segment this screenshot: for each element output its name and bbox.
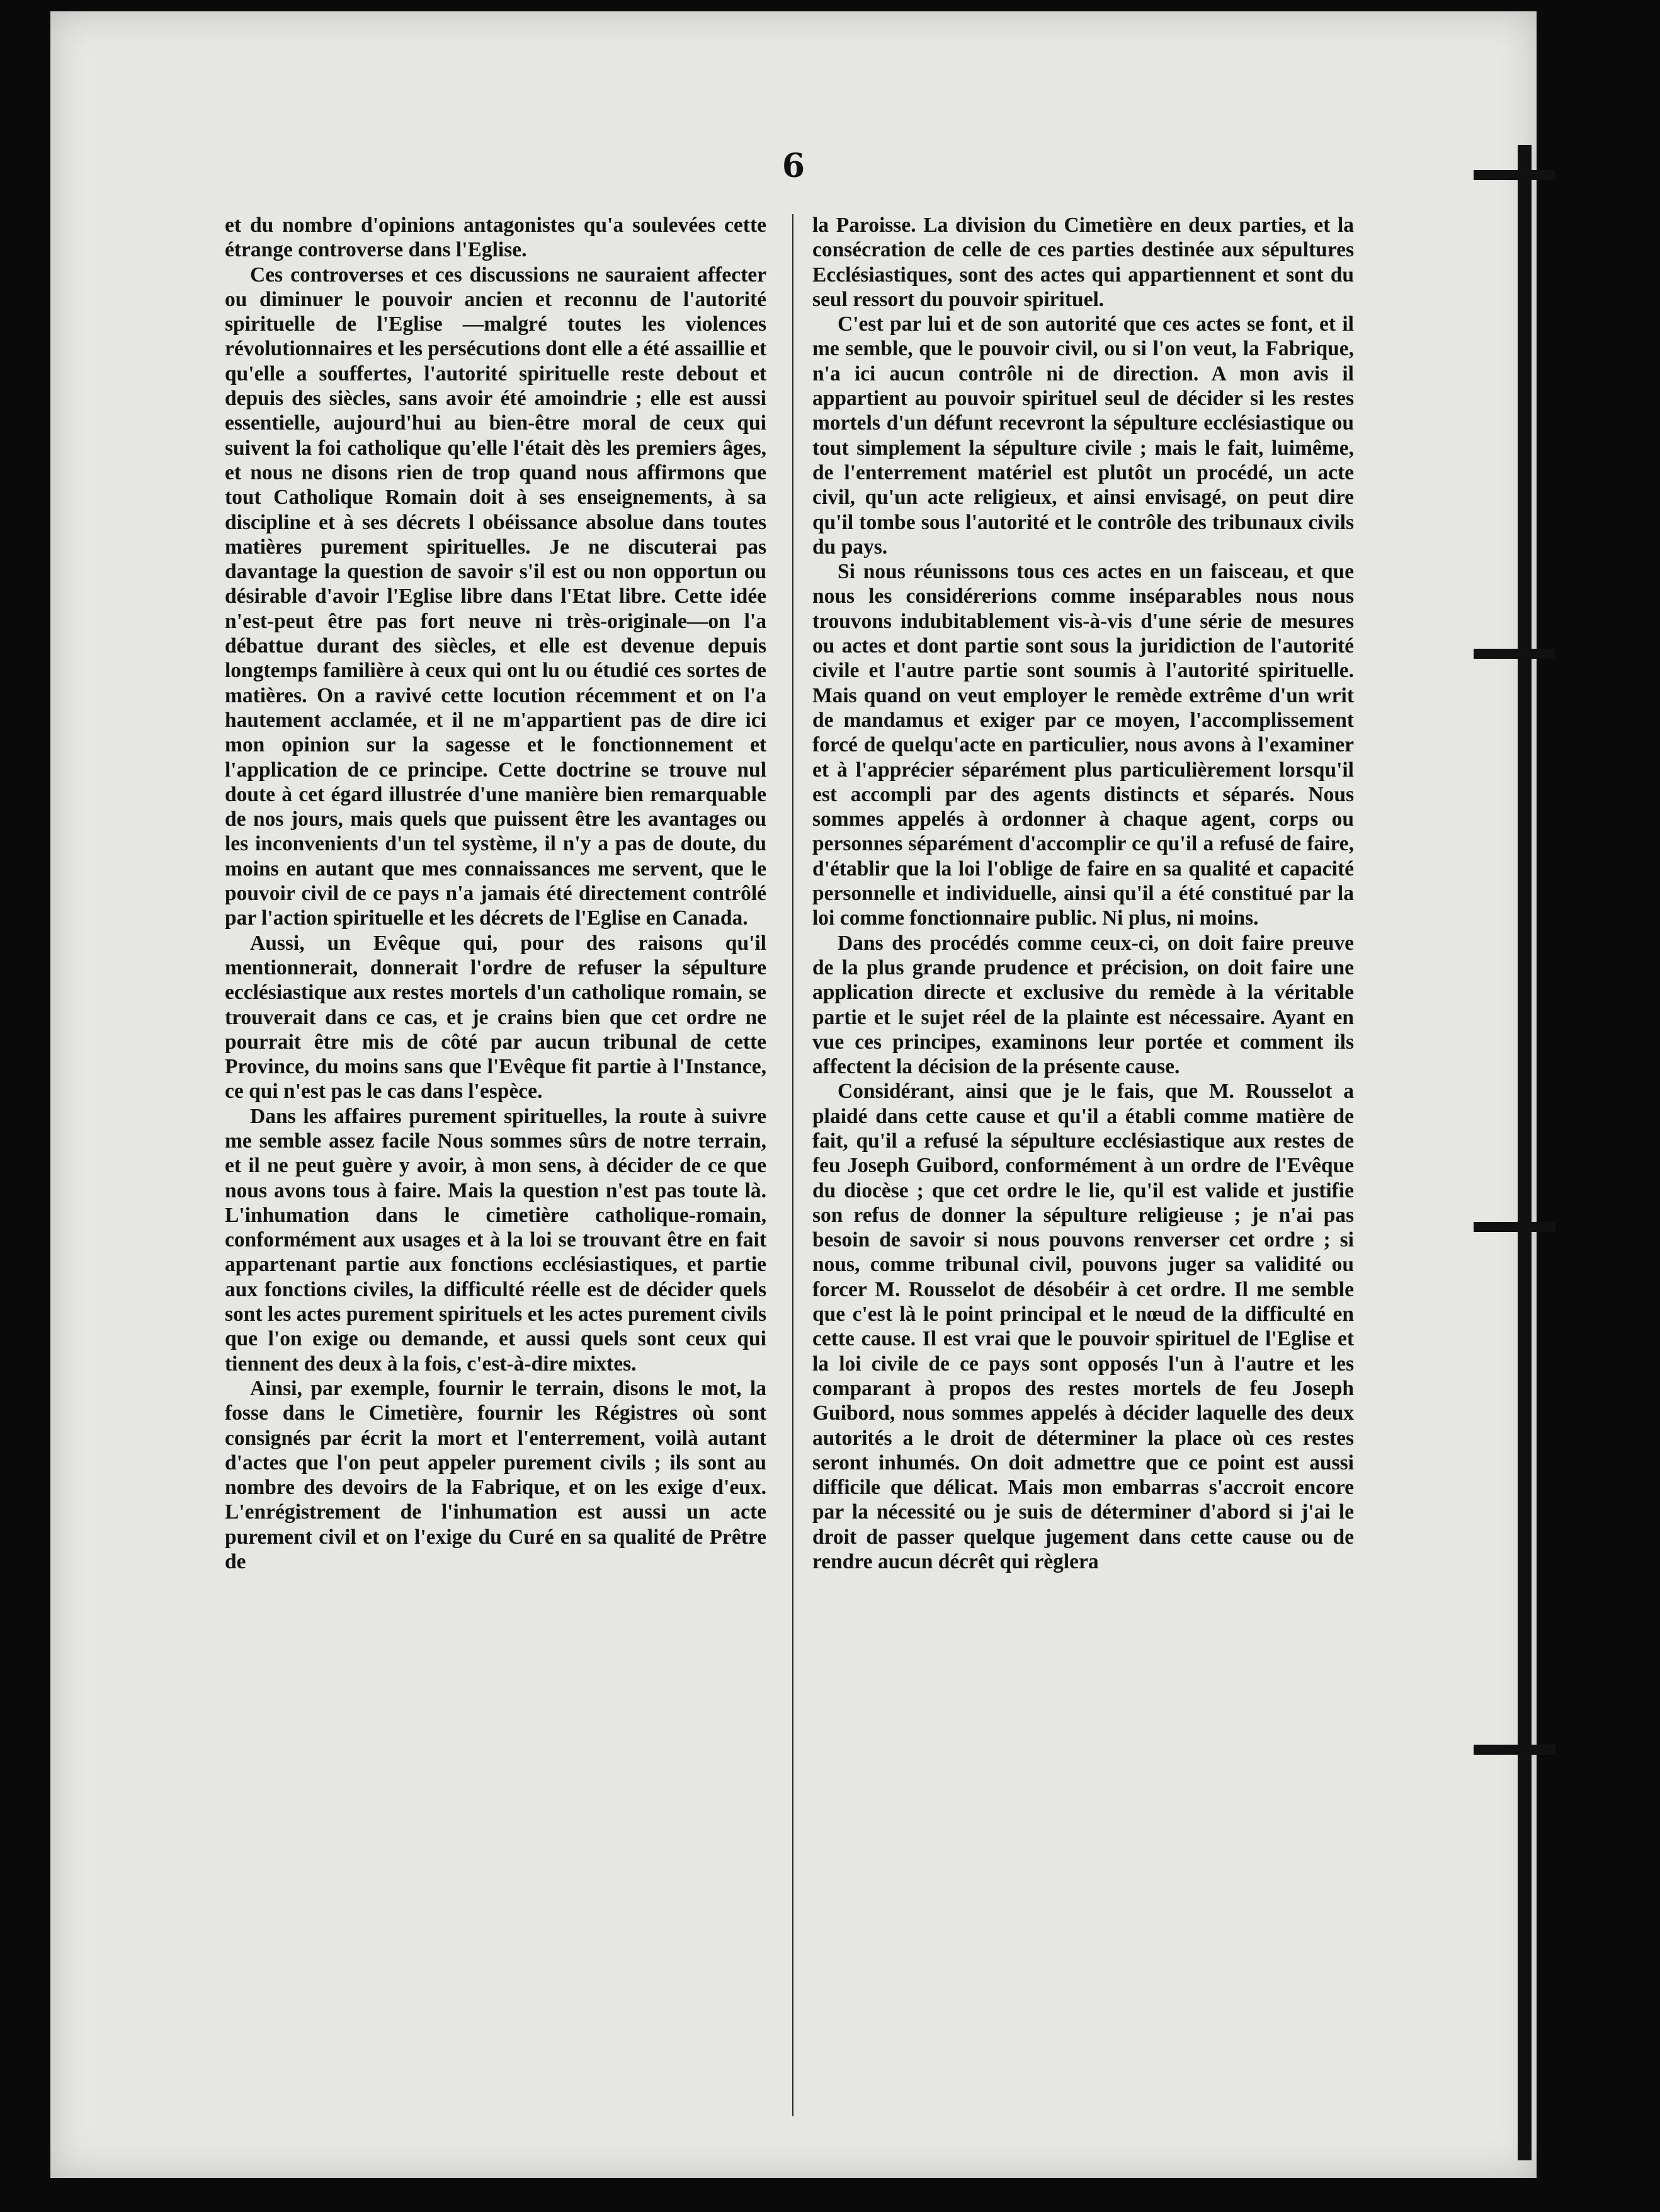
- paragraph: Considérant, ainsi que je le fais, que M. Rousselot a plaidé dans cette cause et qu'il a établi comme matière de fait, qu'il a refusé la sépulture ecclésiastique aux restes de feu Joseph Guibord, conformément à un ordre de l'Evêque du diocèse ; que cet ordre le lie, qu'il est valide et justifie son refus de donner la sépulture religieuse ; je n'ai pas besoin de savoir si nous pouvons renverser cet ordre ; si nous, comme tribunal civil, pouvons juger sa validité ou forcer M. Rousselot de désobéir à cet ordre. Il me semble que c'est là le point principal et le nœud de la difficulté en cette cause. Il est vrai que le pouvoir spirituel de l'Eglise et la loi civile de ce pays sont opposés l'un à l'autre et les comparant à propos des restes mortels de feu Joseph Guibord, nous sommes appelés à décider laquelle des deux autorités a le droit de déterminer la place où ces restes seront inhumés. On doit admettre que ce point est aussi difficile que délicat. Mais mon embarras s'accroit encore par la nécessité ou je suis de déterminer d'abord si j'ai le droit de passer quelque jugement dans cette cause ou de rendre aucun décrêt qui règlera: [812, 1080, 1354, 1574]
- document-page: [50, 11, 1537, 2178]
- scan-border-right: [1537, 0, 1660, 2212]
- paragraph: et du nombre d'opinions antagonistes qu'a soulevées cette étrange controverse dans l'Eglise.: [225, 214, 766, 262]
- paragraph: Ainsi, par exemple, fournir le terrain, disons le mot, la fosse dans le Cimetière, fournir les Régistres où sont consignés par écrit la mort et l'enterrement, voilà autant d'actes que l'on peut appeler purement civils ; ils sont au nombre des devoirs de la Fabrique, et on les exige d'eux. L'enrégistrement de l'inhumation est aussi un acte purement civil et on l'exige du Curé en sa qualité de Prêtre de: [225, 1376, 766, 1574]
- left-column: [225, 213, 766, 1574]
- paragraph: Si nous réunissons tous ces actes en un faisceau, et que nous les considérerions comme inséparables nous nous trouvons indubitablement vis-à-vis d'une série de mesures ou actes et dont partie sont sous la juridiction de l'autorité civile et l'autre partie sont soumis à l'autorité spirituelle. Mais quand on veut employer le remède extrême d'un writ de mandamus et exiger par ce moyen, l'accomplissement forcé de quelqu'acte en particulier, nous avons à l'examiner et à l'apprécier séparément plus particulièrement lorsqu'il est accompli par des agents distincts et séparés. Nous sommes appelés à ordonner à chaque agent, corps ou personnes séparément d'accomplir ce qu'il a refusé de faire, d'établir que la loi l'oblige de faire en sa qualité et capacité personnelle et individuelle, ainsi qu'il a été constitué par la loi comme fonctionnaire public. Ni plus, ni moins.: [812, 560, 1354, 930]
- binding-stitch: [1474, 1222, 1555, 1232]
- scan-border-left: [0, 0, 50, 2212]
- binding-spine: [1518, 145, 1532, 2160]
- paragraph: la Paroisse. La division du Cimetière en deux parties, et la consécration de celle de ces parties destinée aux sépultures Ecclésiastiques, sont des actes qui appartiennent et sont du seul ressort du pouvoir spirituel.: [812, 214, 1354, 311]
- binding-stitch: [1474, 1745, 1555, 1755]
- binding-stitch: [1474, 649, 1555, 659]
- paragraph: Aussi, un Evêque qui, pour des raisons qu'il mentionnerait, donnerait l'ordre de refuser la sépulture ecclésiastique aux restes mortels d'un catholique romain, se trouverait dans ce cas, et je crains bien que cet ordre ne pourrait être mis de côté par aucun tribunal de cette Province, du moins sans que l'Evêque fit partie à l'Instance, ce qui n'est pas le cas dans l'espèce.: [225, 931, 766, 1103]
- binding-stitch: [1474, 170, 1555, 180]
- paragraph: Dans des procédés comme ceux-ci, on doit faire preuve de la plus grande prudence et précision, on doit faire une application directe et exclusive du remède à la véritable partie et le sujet réel de la plainte est nécessaire. Ayant en vue ces principes, examinons leur portée et comment ils affectent la décision de la présente cause.: [812, 931, 1354, 1079]
- paragraph: Ces controverses et ces discussions ne sauraient affecter ou diminuer le pouvoir ancien et reconnu de l'autorité spirituelle de l'Eglise —malgré toutes les violences révolutionnaires et les persécutions dont elle a été assaillie et qu'elle a souffertes, l'autorité spirituelle reste debout et depuis des siècles, sans avoir été amoindrie ; elle est aussi essentielle, aujourd'hui au bien-être moral de ceux qui suivent la foi catholique qu'elle l'était dès les premiers âges, et nous ne disons rien de trop quand nous affirmons que tout Catholique Romain doit à ses enseignements, à sa discipline et à ses décrets l obéissance absolue dans toutes matières purement spirituelles. Je ne discuterai pas davantage la question de savoir s'il est ou non opportun ou désirable d'avoir l'Eglise libre dans l'Etat libre. Cette idée n'est-peut être pas fort neuve ni très-originale—on l'a débattue durant des siècles, et elle est devenue depuis longtemps familière à ceux qui ont lu ou étudié ces sortes de matières. On a ravivé cette locution récemment et on l'a hautement acclamée, et il ne m'appartient pas de dire ici mon opinion sur la sagesse et le fonctionnement et l'application de ce principe. Cette doctrine se trouve nul doute à cet égard illustrée d'une manière bien remarquable de nos jours, mais quels que puissent être les avantages ou les inconvenients d'un tel système, il n'y a pas de doute, du moins en autant que mes connaissances me servent, que le pouvoir civil de ce pays n'a jamais été directement contrôlé par l'action spirituelle et les décrets de l'Eglise en Canada.: [225, 263, 767, 930]
- right-column: [812, 213, 1354, 1574]
- page-number: 6: [782, 147, 805, 185]
- column-divider: [792, 214, 793, 2116]
- paragraph: Dans les affaires purement spirituelles, la route à suivre me semble assez facile Nous sommes sûrs de notre terrain, et il ne peut guère y avoir, à mon sens, à décider de ce que nous avons tous à faire. Mais la question n'est pas toute là. L'inhumation dans le cimetière catholique-romain, conformément aux usages et à la loi se trouvant être en fait appartenant partie aux fonctions ecclésiastiques, et partie aux fonctions civiles, la difficulté réelle est de décider quels sont les actes purement spirituels et les actes purement civils que l'on exige ou demande, et aussi quels sont ceux qui tiennent des deux à la fois, c'est-à-dire mixtes.: [225, 1104, 766, 1376]
- paragraph: C'est par lui et de son autorité que ces actes se font, et il me semble, que le pouvoir civil, ou si l'on veut, la Fabrique, n'a ici aucun contrôle ni de direction. A mon avis il appartient au pouvoir spirituel seul de décider si les restes mortels d'un défunt recevront la sépulture ecclésiastique ou tout simplement la sépulture civile ; mais le fait, luimême, de l'enterrement matériel est plutôt un procédé, un acte civil, qu'un acte religieux, et ainsi envisagé, on peut dire qu'il tombe sous l'autorité et le contrôle des tribunaux civils du pays.: [812, 312, 1354, 559]
